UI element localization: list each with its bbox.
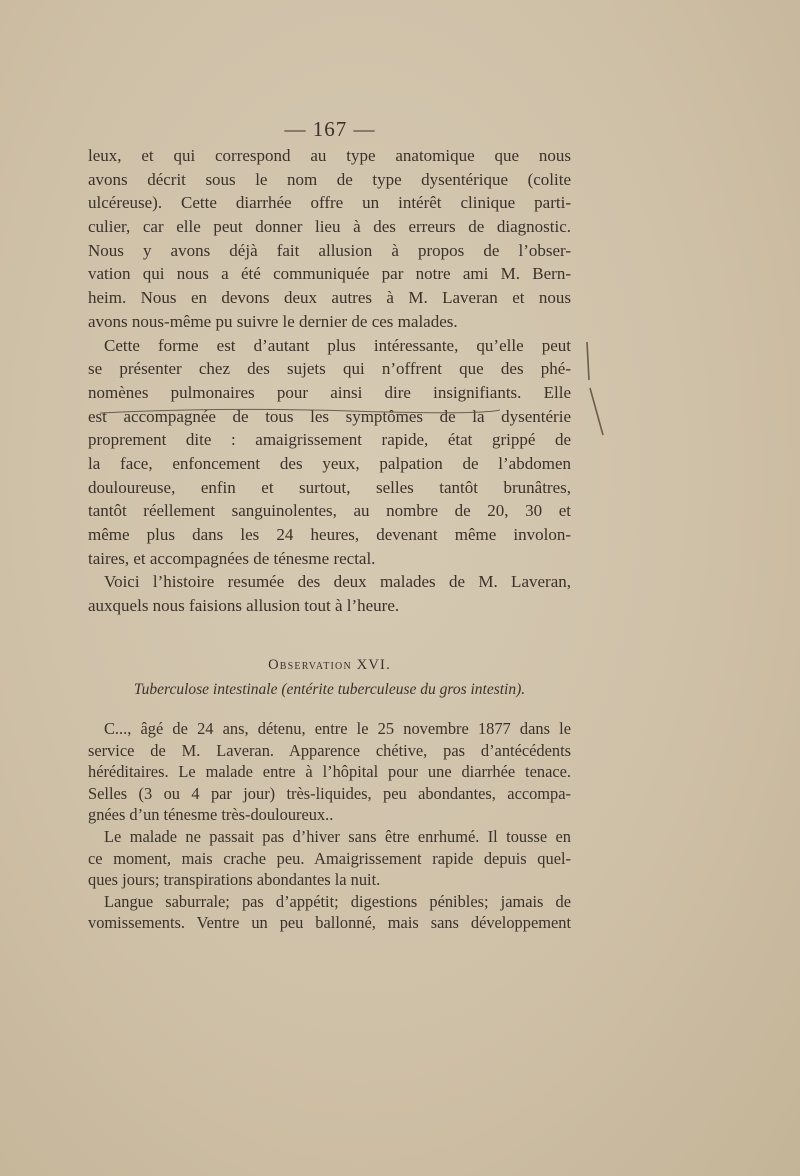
observation-text <box>88 718 571 934</box>
observation-subtitle: Tuberculose intestinale (entérite tuberculeuse du gros intestin). <box>133 681 526 698</box>
text-line: Selles (3 ou 4 par jour) très-liquides, peu abondantes, accompa- <box>88 783 571 803</box>
text-line: Cette forme est d’autant plus intéressante, qu’elle peut <box>104 335 571 355</box>
text-line: même plus dans les 24 heures, devenant même involon- <box>88 525 571 544</box>
text-line: Voici l’histoire resumée des deux malades de M. Laveran, <box>104 572 571 592</box>
text-line: C..., âgé de 24 ans, détenu, entre le 25 novembre 1877 dans le <box>104 719 571 738</box>
text-line: se présenter chez des sujets qui n’offrent que des phé- <box>88 359 571 379</box>
text-line: avons décrit sous le nom de type dysentérique (colite <box>88 169 571 189</box>
text-line: nomènes pulmonaires pour ainsi dire insignifiants. Elle <box>88 382 571 402</box>
text-line: ulcéreuse). Cette diarrhée offre un intérêt clinique parti- <box>88 193 571 213</box>
text-line: est accompagnée de tous les symptômes de la dysentérie <box>88 406 571 426</box>
text-line: la face, enfoncement des yeux, palpation de l’abdomen <box>88 453 571 473</box>
text-line: vation qui nous a été communiquée par notre ami M. Bern- <box>88 264 571 284</box>
underline-mark <box>100 405 500 419</box>
body-text <box>88 144 571 618</box>
text-line: avons nous-même pu suivre le dernier de ces malades. <box>88 311 458 331</box>
text-line: Le malade ne passait pas d’hiver sans être enrhumé. Il tousse en <box>104 826 571 846</box>
text-line: tantôt réellement sanguinolentes, au nombre de 20, 30 et <box>88 501 571 521</box>
text-line: culier, car elle peut donner lieu à des erreurs de diagnostic. <box>88 217 571 237</box>
text-line: heim. Nous en devons deux autres à M. Laveran et nous <box>88 288 571 308</box>
text-line: ques jours; transpirations abondantes la nuit. <box>88 870 381 890</box>
text-line: taires, et accompagnées de ténesme rectal. <box>88 548 376 568</box>
observation-heading: Observation XVI. <box>268 657 391 673</box>
text-line: Langue saburrale; pas d’appétit; digestions pénibles; jamais de <box>104 891 571 911</box>
text-line: ce moment, mais crache peu. Amaigrissement rapide depuis quel- <box>88 848 571 868</box>
text-line: douloureuse, enfin et surtout, selles tantôt brunâtres, <box>88 477 571 497</box>
page-number: — 167 — <box>284 117 376 141</box>
text-line: service de M. Laveran. Apparence chétive, pas d’antécédents <box>88 740 571 760</box>
text-line: gnées d’un ténesme très-douloureux.. <box>88 805 334 825</box>
text-line: Nous y avons déjà fait allusion à propos de l’obser- <box>88 240 571 260</box>
text-line: proprement dite : amaigrissement rapide, état grippé de <box>88 430 571 450</box>
margin-pencil-mark <box>585 340 615 440</box>
text-line: vomissements. Ventre un peu ballonné, mais sans développement <box>88 913 571 933</box>
text-line: auxquels nous faisions allusion tout à l’heure. <box>88 596 400 616</box>
text-line: héréditaires. Le malade entre à l’hôpital pour une diarrhée tenace. <box>88 762 571 782</box>
text-line: leux, et qui correspond au type anatomique que nous <box>88 146 571 165</box>
